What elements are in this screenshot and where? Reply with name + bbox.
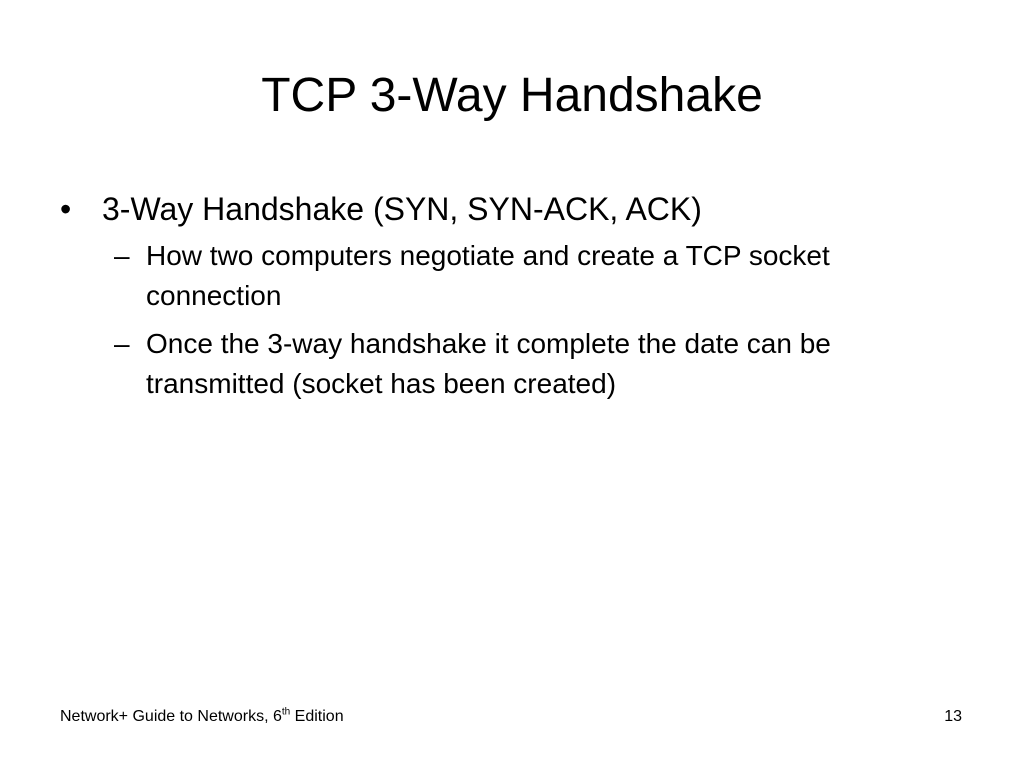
sub-bullet-item: [60, 324, 960, 404]
slide-title: TCP 3-Way Handshake: [261, 69, 763, 122]
sub-bullet-list: [60, 236, 960, 404]
footer-book-title: [60, 706, 344, 728]
sub-bullet-marker: –: [114, 328, 130, 359]
bullet-marker: •: [60, 191, 72, 227]
sub-bullet-text: Once the 3-way handshake it complete the date can be transmitted (socket has been created): [146, 328, 831, 399]
slide-page-number: 13: [944, 708, 962, 725]
footer-book-prefix: Network+ Guide to Networks, 6: [60, 708, 282, 725]
sub-bullet-item: [60, 236, 960, 316]
footer-book-sup: th: [281, 706, 291, 718]
bullet-text: 3-Way Handshake (SYN, SYN-ACK, ACK): [102, 191, 702, 227]
bullet-item: [60, 186, 960, 232]
sub-bullet-text: How two computers negotiate and create a TCP socket connection: [146, 240, 830, 311]
slide-body: [60, 186, 960, 412]
sub-bullet-marker: –: [114, 240, 130, 271]
footer-book-suffix: Edition: [290, 708, 344, 725]
